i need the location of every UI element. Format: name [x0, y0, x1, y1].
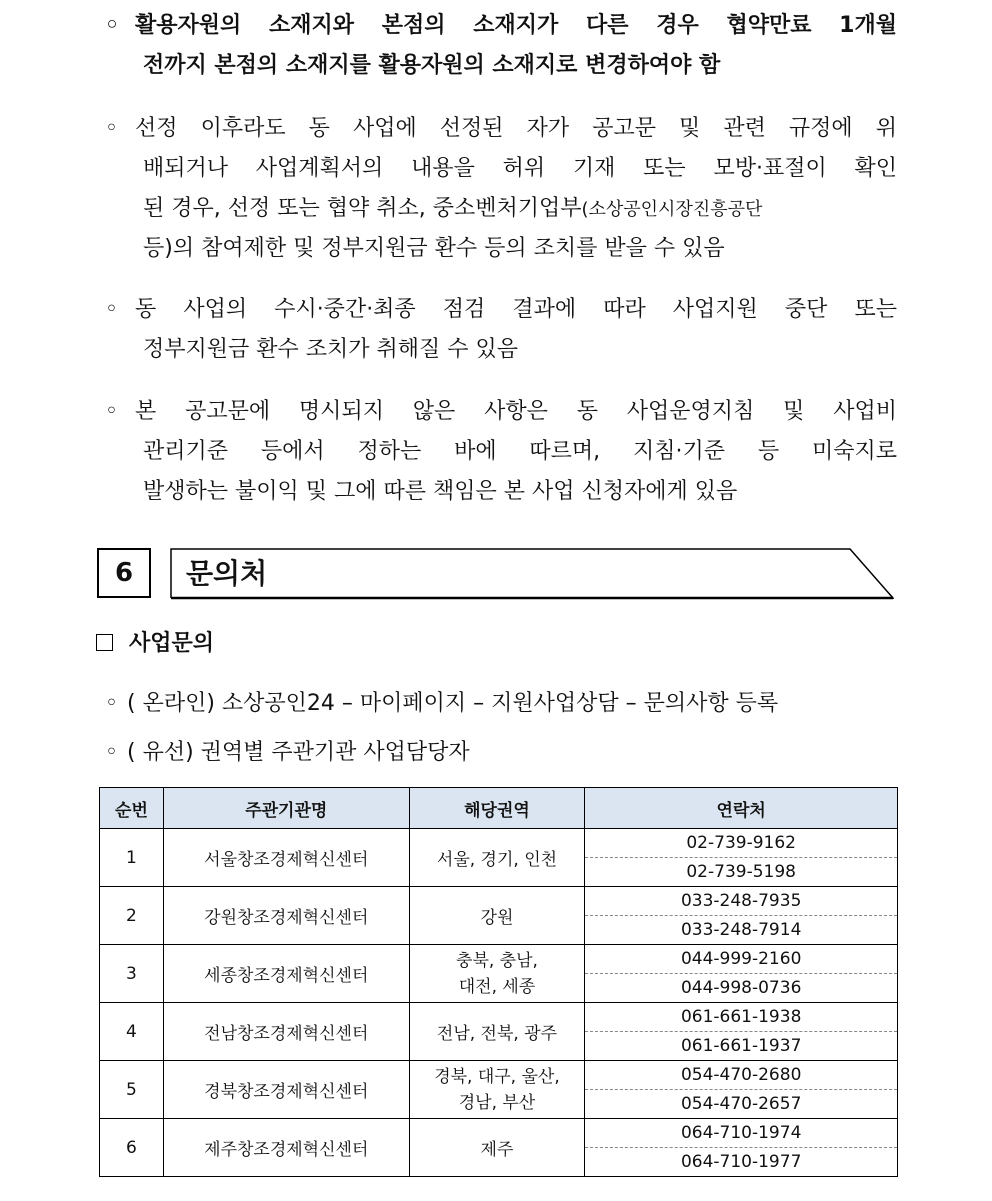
region-line: 서울, 경기, 인천	[436, 850, 558, 870]
cell-phone: 033-248-7935	[585, 887, 898, 916]
cell-region	[409, 1119, 585, 1177]
cell-no: 3	[100, 945, 164, 1003]
subheading-text: 사업문의	[129, 631, 215, 656]
table-row	[100, 1061, 898, 1090]
table-row	[100, 1003, 898, 1032]
cell-region	[409, 887, 585, 945]
note-4: ◦ 본 공고문에 명시되지 않은 사항은 동 사업운영지침 및 사업비 관리기준 등에서 정하는 바에 따르며, 지침·기준 등 미숙지로 발생하는 불이익 및 그에 따른 책임은 본 사업 신청자에게 있음	[105, 392, 897, 512]
table-header-row	[100, 788, 898, 829]
header-org: 주관기관명	[163, 788, 409, 829]
table-row	[100, 945, 898, 974]
note-4-line-2: 관리기준 등에서 정하는 바에 따르며, 지침·기준 등 미숙지로	[143, 439, 897, 464]
region-line: 충북, 충남,	[456, 950, 538, 971]
cell-region	[409, 1061, 585, 1119]
section-number: 6	[97, 548, 151, 598]
region-line: 강원	[480, 908, 514, 928]
cell-org: 서울창조경제혁신센터	[163, 829, 409, 887]
cell-region	[409, 1003, 585, 1061]
note-1-line-1: 활용자원의 소재지와 본점의 소재지가 다른 경우 협약만료 1개월	[135, 13, 897, 38]
header-no: 순번	[100, 788, 164, 829]
section-title: 문의처	[186, 557, 268, 590]
cell-phone: 054-470-2680	[585, 1061, 898, 1090]
cell-org: 강원창조경제혁신센터	[163, 887, 409, 945]
cell-phone: 044-999-2160	[585, 945, 898, 974]
region-line: 제주	[480, 1140, 514, 1160]
note-1: ◦ 활용자원의 소재지와 본점의 소재지가 다른 경우 협약만료 1개월 전까지 본점의 소재지를 활용자원의 소재지로 변경하여야 함	[105, 6, 897, 86]
region-line: 대전, 세종	[458, 976, 536, 997]
table-row	[100, 887, 898, 916]
contact-online: ◦ ( 온라인) 소상공인24 – 마이페이지 – 지원사업상담 – 문의사항 등록	[105, 691, 779, 716]
cell-no: 1	[100, 829, 164, 887]
header-region: 해당권역	[409, 788, 585, 829]
section-banner-shape	[170, 548, 894, 600]
table-row	[100, 1119, 898, 1148]
region-line: 경북, 대구, 울산,	[434, 1066, 560, 1087]
cell-phone: 044-998-0736	[585, 974, 898, 1003]
contact-phone-text: ( 유선) 권역별 주관기관 사업담당자	[127, 740, 470, 765]
contact-table	[99, 787, 898, 1177]
cell-region	[409, 829, 585, 887]
note-2: ◦ 선정 이후라도 동 사업에 선정된 자가 공고문 및 관련 규정에 위 배되거나 사업계획서의 내용을 허위 기재 또는 모방·표절이 확인 된 경우, 선정 또는 협약 취소, 중소벤처기업부(소상공인시장진흥공단 등)의 참여제한 및 정부지원금 환수 등의 조치를 받을 수 있음	[105, 109, 897, 269]
cell-phone: 061-661-1937	[585, 1032, 898, 1061]
cell-org: 제주창조경제혁신센터	[163, 1119, 409, 1177]
cell-no: 2	[100, 887, 164, 945]
header-contact: 연락처	[585, 788, 898, 829]
subheading	[96, 624, 214, 664]
note-2-small-suffix: (소상공인시장진흥공단	[581, 199, 763, 220]
cell-org: 세종창조경제혁신센터	[163, 945, 409, 1003]
cell-phone: 064-710-1974	[585, 1119, 898, 1148]
region-line: 경남, 부산	[458, 1092, 536, 1113]
cell-phone: 033-248-7914	[585, 916, 898, 945]
cell-phone: 02-739-5198	[585, 858, 898, 887]
cell-no: 5	[100, 1061, 164, 1119]
cell-phone: 02-739-9162	[585, 829, 898, 858]
note-3: ◦ 동 사업의 수시·중간·최종 점검 결과에 따라 사업지원 중단 또는 정부지원금 환수 조치가 취해질 수 있음	[105, 290, 897, 370]
table-row	[100, 829, 898, 858]
contact-phone: ◦ ( 유선) 권역별 주관기관 사업담당자	[105, 740, 470, 765]
note-3-line-2: 정부지원금 환수 조치가 취해질 수 있음	[143, 337, 518, 362]
note-2-line-4: 등)의 참여제한 및 정부지원금 환수 등의 조치를 받을 수 있음	[143, 236, 725, 261]
cell-phone: 064-710-1977	[585, 1148, 898, 1177]
cell-phone: 054-470-2657	[585, 1090, 898, 1119]
note-2-line-3: 된 경우, 선정 또는 협약 취소, 중소벤처기업부	[143, 196, 582, 221]
note-2-line-1: 선정 이후라도 동 사업에 선정된 자가 공고문 및 관련 규정에 위	[135, 116, 897, 141]
cell-phone: 061-661-1938	[585, 1003, 898, 1032]
checkbox-square-icon	[96, 634, 113, 651]
note-2-line-2: 배되거나 사업계획서의 내용을 허위 기재 또는 모방·표절이 확인	[143, 156, 897, 181]
cell-no: 4	[100, 1003, 164, 1061]
cell-org: 전남창조경제혁신센터	[163, 1003, 409, 1061]
region-line: 전남, 전북, 광주	[436, 1024, 558, 1044]
section-title-banner	[170, 548, 894, 600]
cell-org: 경북창조경제혁신센터	[163, 1061, 409, 1119]
note-4-line-3: 발생하는 불이익 및 그에 따른 책임은 본 사업 신청자에게 있음	[143, 479, 738, 504]
cell-no: 6	[100, 1119, 164, 1177]
note-4-line-1: 본 공고문에 명시되지 않은 사항은 동 사업운영지침 및 사업비	[135, 399, 897, 424]
note-1-line-2: 전까지 본점의 소재지를 활용자원의 소재지로 변경하여야 함	[143, 53, 721, 78]
contact-online-text: ( 온라인) 소상공인24 – 마이페이지 – 지원사업상담 – 문의사항 등록	[127, 691, 779, 716]
cell-region	[409, 945, 585, 1003]
note-3-line-1: 동 사업의 수시·중간·최종 점검 결과에 따라 사업지원 중단 또는	[135, 297, 897, 322]
